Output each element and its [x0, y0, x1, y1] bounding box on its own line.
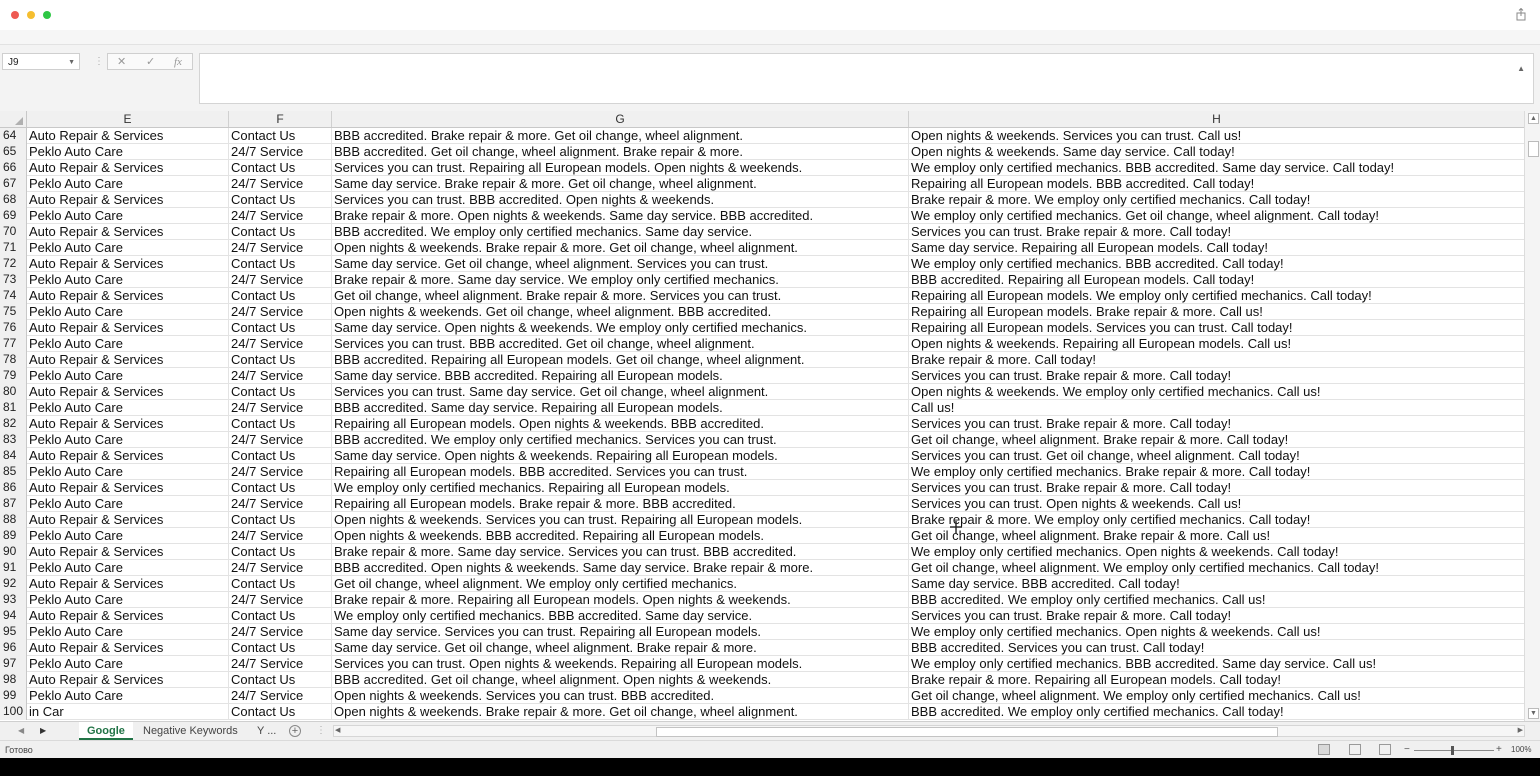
cell-f[interactable]: 24/7 Service — [229, 176, 332, 192]
cell-g[interactable]: Get oil change, wheel alignment. We employ only certified mechanics. — [332, 576, 909, 592]
cell-e[interactable]: Peklo Auto Care — [27, 656, 229, 672]
sheet-tab-google[interactable]: Google — [79, 722, 133, 740]
name-box[interactable] — [2, 53, 80, 70]
cell-f[interactable]: Contact Us — [229, 608, 332, 624]
cell-h[interactable]: We employ only certified mechanics. Brake repair & more. Call today! — [911, 464, 1311, 479]
cell-g[interactable]: Services you can trust. Open nights & weekends. Repairing all European models. — [332, 656, 909, 672]
cell-h[interactable]: Services you can trust. Brake repair & more. Call today! — [911, 416, 1232, 431]
cell-f[interactable]: Contact Us — [229, 288, 332, 304]
cell-e[interactable]: Auto Repair & Services — [27, 160, 229, 176]
table-row — [0, 128, 1524, 144]
cell-h[interactable]: We employ only certified mechanics. Get oil change, wheel alignment. Call today! — [911, 208, 1379, 223]
cell-h[interactable]: Same day service. BBB accredited. Call today! — [911, 576, 1180, 591]
zoom-slider-thumb[interactable] — [1451, 746, 1454, 755]
cell-e[interactable]: Auto Repair & Services — [27, 480, 229, 496]
cell-e[interactable]: Auto Repair & Services — [27, 192, 229, 208]
row-header[interactable]: 75 — [0, 304, 27, 320]
cell-f[interactable]: 24/7 Service — [229, 400, 332, 416]
cell-g[interactable]: Services you can trust. BBB accredited. Open nights & weekends. — [332, 192, 909, 208]
table-row — [0, 160, 1524, 176]
window-titlebar — [0, 0, 1540, 30]
row-header[interactable]: 87 — [0, 496, 27, 512]
table-row — [0, 352, 1524, 368]
cell-g[interactable]: Services you can trust. Same day service. Get oil change, wheel alignment. — [332, 384, 909, 400]
close-window-button[interactable] — [11, 11, 19, 19]
table-row — [0, 400, 1524, 416]
cell-f[interactable]: 24/7 Service — [229, 304, 332, 320]
table-row — [0, 624, 1524, 640]
cell-h[interactable]: Repairing all European models. Services you can trust. Call today! — [911, 320, 1293, 335]
cell-f[interactable]: Contact Us — [229, 416, 332, 432]
column-header-f[interactable]: F — [229, 111, 332, 127]
row-header[interactable]: 83 — [0, 432, 27, 448]
cell-h[interactable]: Brake repair & more. Repairing all European models. Call today! — [911, 672, 1281, 687]
cell-h[interactable]: We employ only certified mechanics. BBB accredited. Call today! — [911, 256, 1284, 271]
formula-input[interactable] — [199, 53, 1534, 104]
cell-g[interactable]: Same day service. Services you can trust. Repairing all European models. — [332, 624, 909, 640]
cell-e[interactable]: Peklo Auto Care — [27, 336, 229, 352]
row-header[interactable]: 79 — [0, 368, 27, 384]
cell-f[interactable]: Contact Us — [229, 224, 332, 240]
table-row — [0, 384, 1524, 400]
cell-e[interactable]: Peklo Auto Care — [27, 240, 229, 256]
cell-g[interactable]: Services you can trust. BBB accredited. Get oil change, wheel alignment. — [332, 336, 909, 352]
cell-e[interactable]: in Car — [27, 704, 229, 720]
cell-f[interactable]: 24/7 Service — [229, 336, 332, 352]
cell-f[interactable]: 24/7 Service — [229, 240, 332, 256]
name-box-value: J9 — [8, 57, 19, 68]
table-row — [0, 464, 1524, 480]
scroll-down-icon[interactable]: ▼ — [1528, 708, 1539, 719]
table-row — [0, 432, 1524, 448]
cell-f[interactable]: 24/7 Service — [229, 144, 332, 160]
cell-h[interactable]: We employ only certified mechanics. BBB accredited. Same day service. Call today! — [911, 160, 1395, 175]
table-row — [0, 288, 1524, 304]
grid-rows — [0, 128, 1524, 720]
cell-e[interactable]: Auto Repair & Services — [27, 320, 229, 336]
horizontal-scrollbar[interactable] — [333, 725, 1525, 737]
cell-h[interactable]: We employ only certified mechanics. Open nights & weekends. Call us! — [911, 624, 1321, 639]
cell-f[interactable]: 24/7 Service — [229, 688, 332, 704]
cell-e[interactable]: Auto Repair & Services — [27, 640, 229, 656]
cell-h[interactable]: Get oil change, wheel alignment. Brake repair & more. Call today! — [911, 432, 1289, 447]
cell-h[interactable]: Open nights & weekends. Services you can trust. Call us! — [911, 128, 1242, 143]
cell-g[interactable]: BBB accredited. Get oil change, wheel alignment. Open nights & weekends. — [332, 672, 909, 688]
table-row — [0, 272, 1524, 288]
row-header[interactable]: 86 — [0, 480, 27, 496]
cell-g[interactable]: Brake repair & more. Open nights & weekends. Same day service. BBB accredited. — [332, 208, 909, 224]
cell-h[interactable]: Repairing all European models. BBB accredited. Call today! — [911, 176, 1255, 191]
horizontal-scroll-thumb[interactable] — [656, 727, 1278, 737]
add-sheet-icon[interactable]: + — [289, 725, 301, 737]
formula-bar — [0, 44, 1540, 111]
cell-e[interactable]: Peklo Auto Care — [27, 688, 229, 704]
cell-h[interactable]: BBB accredited. Repairing all European models. Call today! — [911, 272, 1255, 287]
cell-h[interactable]: BBB accredited. We employ only certified mechanics. Call us! — [911, 592, 1266, 607]
table-row — [0, 512, 1524, 528]
cell-f[interactable]: 24/7 Service — [229, 624, 332, 640]
table-row — [0, 192, 1524, 208]
cell-g[interactable]: Open nights & weekends. Services you can trust. BBB accredited. — [332, 688, 909, 704]
cell-e[interactable]: Auto Repair & Services — [27, 512, 229, 528]
cell-h[interactable]: BBB accredited. Services you can trust. Call today! — [911, 640, 1205, 655]
minimize-window-button[interactable] — [27, 11, 35, 19]
row-header[interactable]: 74 — [0, 288, 27, 304]
cell-f[interactable]: 24/7 Service — [229, 496, 332, 512]
table-row — [0, 496, 1524, 512]
vertical-scrollbar[interactable] — [1524, 111, 1540, 721]
cell-f[interactable]: Contact Us — [229, 160, 332, 176]
cell-f[interactable]: Contact Us — [229, 256, 332, 272]
row-header[interactable]: 80 — [0, 384, 27, 400]
column-header-row — [0, 111, 1524, 128]
cell-f[interactable]: Contact Us — [229, 704, 332, 720]
cell-h[interactable]: Get oil change, wheel alignment. We employ only certified mechanics. Call today! — [911, 560, 1379, 575]
cell-g[interactable]: Open nights & weekends. Brake repair & more. Get oil change, wheel alignment. — [332, 704, 909, 720]
row-header[interactable]: 92 — [0, 576, 27, 592]
cell-g[interactable]: Repairing all European models. Brake repair & more. BBB accredited. — [332, 496, 909, 512]
row-header[interactable]: 99 — [0, 688, 27, 704]
cell-h[interactable]: Open nights & weekends. Repairing all European models. Call us! — [911, 336, 1292, 351]
cell-g[interactable]: Same day service. Open nights & weekends. We employ only certified mechanics. — [332, 320, 909, 336]
tab-splitter-icon[interactable]: ⋮ — [316, 725, 326, 736]
cell-f[interactable]: 24/7 Service — [229, 560, 332, 576]
cell-e[interactable]: Auto Repair & Services — [27, 608, 229, 624]
cell-g[interactable]: Same day service. BBB accredited. Repairing all European models. — [332, 368, 909, 384]
scroll-up-icon[interactable]: ▲ — [1528, 113, 1539, 124]
cell-g[interactable]: BBB accredited. Repairing all European models. Get oil change, wheel alignment. — [332, 352, 909, 368]
cell-e[interactable]: Auto Repair & Services — [27, 544, 229, 560]
zoom-out-icon[interactable]: − — [1404, 744, 1410, 755]
row-header[interactable]: 73 — [0, 272, 27, 288]
cell-h[interactable]: Services you can trust. Open nights & weekends. Call us! — [911, 496, 1242, 511]
cell-f[interactable]: 24/7 Service — [229, 272, 332, 288]
cell-g[interactable]: Same day service. Get oil change, wheel alignment. Brake repair & more. — [332, 640, 909, 656]
cell-g[interactable]: Brake repair & more. Same day service. We employ only certified mechanics. — [332, 272, 909, 288]
sheet-tab-bar — [0, 721, 1540, 741]
cell-f[interactable]: 24/7 Service — [229, 368, 332, 384]
cell-f[interactable]: 24/7 Service — [229, 208, 332, 224]
cell-e[interactable]: Peklo Auto Care — [27, 464, 229, 480]
table-row — [0, 224, 1524, 240]
cell-e[interactable]: Peklo Auto Care — [27, 176, 229, 192]
cell-h[interactable]: Repairing all European models. We employ only certified mechanics. Call today! — [911, 288, 1372, 303]
cell-f[interactable]: Contact Us — [229, 640, 332, 656]
row-header[interactable]: 95 — [0, 624, 27, 640]
cell-g[interactable]: BBB accredited. Same day service. Repairing all European models. — [332, 400, 909, 416]
table-row — [0, 336, 1524, 352]
cell-h[interactable]: Services you can trust. Brake repair & more. Call today! — [911, 608, 1232, 623]
collapse-formula-bar-icon[interactable]: ▲ — [1517, 64, 1525, 73]
row-header[interactable]: 100 — [0, 704, 27, 720]
vertical-scroll-thumb[interactable] — [1528, 141, 1539, 157]
cell-g[interactable]: Brake repair & more. Same day service. Services you can trust. BBB accredited. — [332, 544, 909, 560]
cell-e[interactable]: Peklo Auto Care — [27, 496, 229, 512]
cell-f[interactable]: Contact Us — [229, 480, 332, 496]
cell-g[interactable]: Brake repair & more. Repairing all European models. Open nights & weekends. — [332, 592, 909, 608]
cell-f[interactable]: 24/7 Service — [229, 656, 332, 672]
row-header[interactable]: 68 — [0, 192, 27, 208]
row-header[interactable]: 70 — [0, 224, 27, 240]
cell-e[interactable]: Peklo Auto Care — [27, 400, 229, 416]
row-header[interactable]: 90 — [0, 544, 27, 560]
cell-g[interactable]: Open nights & weekends. Services you can trust. Repairing all European models. — [332, 512, 909, 528]
cell-e[interactable]: Peklo Auto Care — [27, 208, 229, 224]
cell-g[interactable]: BBB accredited. We employ only certified mechanics. Services you can trust. — [332, 432, 909, 448]
cell-h[interactable]: We employ only certified mechanics. BBB accredited. Same day service. Call us! — [911, 656, 1377, 671]
cell-e[interactable]: Peklo Auto Care — [27, 368, 229, 384]
page-break-view-icon[interactable] — [1379, 744, 1391, 755]
cancel-icon[interactable]: ✕ — [117, 56, 127, 68]
cell-h[interactable]: Open nights & weekends. Same day service. Call today! — [911, 144, 1235, 159]
row-header[interactable]: 72 — [0, 256, 27, 272]
cell-h[interactable]: Services you can trust. Brake repair & more. Call today! — [911, 224, 1232, 239]
column-header-g[interactable]: G — [332, 111, 909, 127]
cell-e[interactable]: Auto Repair & Services — [27, 352, 229, 368]
row-header[interactable]: 94 — [0, 608, 27, 624]
row-header[interactable]: 98 — [0, 672, 27, 688]
cell-e[interactable]: Auto Repair & Services — [27, 288, 229, 304]
cell-h[interactable]: BBB accredited. We employ only certified mechanics. Call today! — [911, 704, 1284, 719]
chevron-down-icon[interactable]: ▼ — [68, 59, 75, 66]
cell-h[interactable]: Services you can trust. Brake repair & more. Call today! — [911, 368, 1232, 383]
cell-f[interactable]: Contact Us — [229, 544, 332, 560]
zoom-slider[interactable] — [1414, 750, 1494, 751]
row-header[interactable]: 89 — [0, 528, 27, 544]
column-header-e[interactable]: E — [27, 111, 229, 127]
cell-e[interactable]: Peklo Auto Care — [27, 592, 229, 608]
cell-e[interactable]: Peklo Auto Care — [27, 560, 229, 576]
cell-f[interactable]: 24/7 Service — [229, 464, 332, 480]
table-row — [0, 208, 1524, 224]
cell-h[interactable]: Open nights & weekends. We employ only certified mechanics. Call us! — [911, 384, 1321, 399]
cell-g[interactable]: Get oil change, wheel alignment. Brake repair & more. Services you can trust. — [332, 288, 909, 304]
cell-h[interactable]: Brake repair & more. We employ only certified mechanics. Call today! — [911, 192, 1311, 207]
ribbon-collapsed — [0, 30, 1540, 44]
share-icon[interactable] — [1516, 8, 1526, 21]
normal-view-icon[interactable] — [1318, 744, 1330, 755]
row-header[interactable]: 67 — [0, 176, 27, 192]
row-header[interactable]: 91 — [0, 560, 27, 576]
cell-f[interactable]: Contact Us — [229, 576, 332, 592]
zoom-level[interactable]: 100% — [1511, 745, 1532, 754]
cell-h[interactable]: Get oil change, wheel alignment. We employ only certified mechanics. Call us! — [911, 688, 1361, 703]
cell-h[interactable]: Repairing all European models. Brake repair & more. Call us! — [911, 304, 1263, 319]
table-row — [0, 560, 1524, 576]
cell-h[interactable]: Brake repair & more. Call today! — [911, 352, 1096, 367]
cell-f[interactable]: Contact Us — [229, 320, 332, 336]
cell-h[interactable]: Get oil change, wheel alignment. Brake repair & more. Call us! — [911, 528, 1271, 543]
spreadsheet-grid[interactable] — [0, 111, 1524, 721]
row-header[interactable]: 84 — [0, 448, 27, 464]
formula-bar-grip-icon: ⋮ — [94, 56, 104, 67]
cell-g[interactable]: Repairing all European models. Open nights & weekends. BBB accredited. — [332, 416, 909, 432]
cell-e[interactable]: Auto Repair & Services — [27, 672, 229, 688]
table-row — [0, 672, 1524, 688]
row-header[interactable]: 71 — [0, 240, 27, 256]
table-row — [0, 704, 1524, 720]
cell-f[interactable]: Contact Us — [229, 384, 332, 400]
table-row — [0, 688, 1524, 704]
cell-e[interactable]: Auto Repair & Services — [27, 416, 229, 432]
cell-f[interactable]: Contact Us — [229, 448, 332, 464]
cell-h[interactable]: We employ only certified mechanics. Open nights & weekends. Call today! — [911, 544, 1339, 559]
status-text: Готово — [5, 745, 33, 755]
status-bar — [0, 740, 1540, 759]
table-row — [0, 656, 1524, 672]
select-all-button[interactable] — [0, 111, 27, 127]
row-header[interactable]: 77 — [0, 336, 27, 352]
prev-sheet-icon[interactable]: ◀ — [18, 726, 25, 735]
table-row — [0, 544, 1524, 560]
cell-g[interactable]: Same day service. Get oil change, wheel alignment. Services you can trust. — [332, 256, 909, 272]
row-header[interactable]: 96 — [0, 640, 27, 656]
sheet-tab-negative-keywords[interactable]: Negative Keywords — [143, 725, 238, 737]
table-row — [0, 608, 1524, 624]
next-sheet-icon[interactable]: ▶ — [40, 726, 47, 735]
select-all-triangle-icon — [15, 117, 23, 125]
cell-h[interactable]: Same day service. Repairing all European models. Call today! — [911, 240, 1268, 255]
cell-g[interactable]: We employ only certified mechanics. Repairing all European models. — [332, 480, 909, 496]
cell-e[interactable]: Peklo Auto Care — [27, 144, 229, 160]
insert-function-icon[interactable]: fx — [174, 56, 182, 68]
cell-f[interactable]: Contact Us — [229, 672, 332, 688]
table-row — [0, 320, 1524, 336]
page-layout-view-icon[interactable] — [1349, 744, 1361, 755]
cell-e[interactable]: Peklo Auto Care — [27, 304, 229, 320]
sheet-tab-more[interactable]: Y ... — [257, 725, 277, 737]
cell-h[interactable]: Call us! — [911, 400, 955, 415]
row-header[interactable]: 93 — [0, 592, 27, 608]
cell-f[interactable]: 24/7 Service — [229, 432, 332, 448]
table-row — [0, 640, 1524, 656]
table-row — [0, 592, 1524, 608]
zoom-in-icon[interactable]: + — [1496, 744, 1502, 755]
cell-g[interactable]: BBB accredited. We employ only certified mechanics. Same day service. — [332, 224, 909, 240]
table-row — [0, 304, 1524, 320]
table-row — [0, 480, 1524, 496]
cell-f[interactable]: Contact Us — [229, 512, 332, 528]
table-row — [0, 528, 1524, 544]
cell-g[interactable]: Same day service. Open nights & weekends. Repairing all European models. — [332, 448, 909, 464]
cell-e[interactable]: Auto Repair & Services — [27, 256, 229, 272]
table-row — [0, 576, 1524, 592]
row-header[interactable]: 88 — [0, 512, 27, 528]
cell-g[interactable]: Same day service. Brake repair & more. Get oil change, wheel alignment. — [332, 176, 909, 192]
table-row — [0, 144, 1524, 160]
cell-g[interactable]: BBB accredited. Brake repair & more. Get oil change, wheel alignment. — [332, 128, 909, 144]
cell-g[interactable]: Open nights & weekends. BBB accredited. Repairing all European models. — [332, 528, 909, 544]
table-row — [0, 448, 1524, 464]
row-header[interactable]: 81 — [0, 400, 27, 416]
cell-h[interactable]: Services you can trust. Brake repair & more. Call today! — [911, 480, 1232, 495]
zoom-window-button[interactable] — [43, 11, 51, 19]
scroll-left-icon[interactable]: ◀ — [335, 727, 341, 734]
cell-f[interactable]: Contact Us — [229, 192, 332, 208]
cell-e[interactable]: Auto Repair & Services — [27, 384, 229, 400]
cell-f[interactable]: 24/7 Service — [229, 592, 332, 608]
cell-e[interactable]: Peklo Auto Care — [27, 624, 229, 640]
cell-e[interactable]: Peklo Auto Care — [27, 432, 229, 448]
cell-e[interactable]: Auto Repair & Services — [27, 576, 229, 592]
table-row — [0, 256, 1524, 272]
table-row — [0, 240, 1524, 256]
row-header[interactable]: 97 — [0, 656, 27, 672]
scroll-right-icon[interactable]: ▶ — [1517, 727, 1523, 734]
table-row — [0, 416, 1524, 432]
row-header[interactable]: 64 — [0, 128, 27, 144]
cell-g[interactable]: Open nights & weekends. Brake repair & more. Get oil change, wheel alignment. — [332, 240, 909, 256]
row-header[interactable]: 78 — [0, 352, 27, 368]
row-header[interactable]: 76 — [0, 320, 27, 336]
table-row — [0, 176, 1524, 192]
cell-g[interactable]: Open nights & weekends. Get oil change, wheel alignment. BBB accredited. — [332, 304, 909, 320]
cell-e[interactable]: Auto Repair & Services — [27, 128, 229, 144]
cell-f[interactable]: Contact Us — [229, 352, 332, 368]
cell-e[interactable]: Auto Repair & Services — [27, 448, 229, 464]
enter-icon[interactable]: ✓ — [146, 56, 156, 68]
row-header[interactable]: 85 — [0, 464, 27, 480]
cell-g[interactable]: BBB accredited. Get oil change, wheel alignment. Brake repair & more. — [332, 144, 909, 160]
row-header[interactable]: 69 — [0, 208, 27, 224]
cell-f[interactable]: 24/7 Service — [229, 528, 332, 544]
cell-e[interactable]: Peklo Auto Care — [27, 528, 229, 544]
cell-g[interactable]: We employ only certified mechanics. BBB accredited. Same day service. — [332, 608, 909, 624]
column-header-h[interactable]: H — [1212, 112, 1221, 126]
row-header[interactable]: 65 — [0, 144, 27, 160]
row-header[interactable]: 66 — [0, 160, 27, 176]
cell-g[interactable]: BBB accredited. Open nights & weekends. Same day service. Brake repair & more. — [332, 560, 909, 576]
cell-e[interactable]: Peklo Auto Care — [27, 272, 229, 288]
screen-bottom-edge — [0, 758, 1540, 776]
row-header[interactable]: 82 — [0, 416, 27, 432]
cell-f[interactable]: Contact Us — [229, 128, 332, 144]
cell-g[interactable]: Services you can trust. Repairing all European models. Open nights & weekends. — [332, 160, 909, 176]
cell-g[interactable]: Repairing all European models. BBB accredited. Services you can trust. — [332, 464, 909, 480]
move-cursor-icon — [950, 521, 962, 533]
cell-e[interactable]: Auto Repair & Services — [27, 224, 229, 240]
cell-h[interactable]: Services you can trust. Get oil change, wheel alignment. Call today! — [911, 448, 1300, 463]
table-row — [0, 368, 1524, 384]
cell-h[interactable]: Brake repair & more. We employ only certified mechanics. Call today! — [911, 512, 1311, 527]
formula-bar-buttons — [107, 53, 193, 70]
